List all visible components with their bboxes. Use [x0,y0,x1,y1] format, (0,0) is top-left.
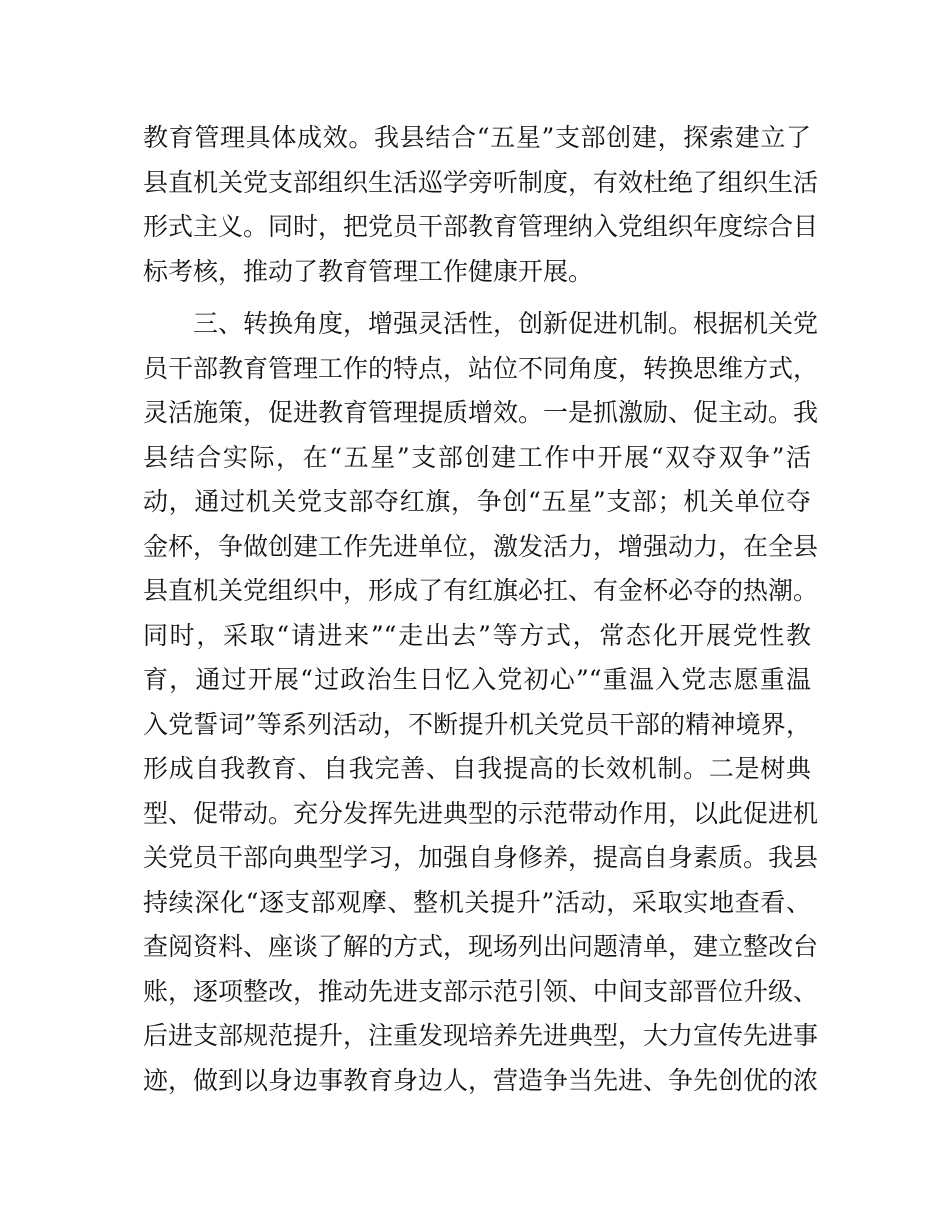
paragraph-2-line: 金杯，争做创建工作先进单位，激发活力，增强动力，在全县 [143,531,819,561]
paragraph-2-line: 持续深化“逐支部观摩、整机关提升”活动，采取实地查看、 [143,887,811,917]
paragraph-2-line: 育，通过开展“过政治生日忆入党初心”“重温入党志愿重温 [143,665,811,694]
paragraph-1-line: 县直机关党支部组织生活巡学旁听制度，有效杜绝了组织生活 [143,167,819,197]
paragraph-2-line: 查阅资料、座谈了解的方式，现场列出问题清单，建立整改台 [143,932,819,961]
paragraph-2-line: 灵活施策，促进教育管理提质增效。一是抓激励、促主动。我 [143,398,819,427]
paragraph-1-line: 标考核，推动了教育管理工作健康开展。 [143,256,594,286]
paragraph-2-line: 形成自我教育、自我完善、自我提高的长效机制。二是树典 [143,754,811,783]
paragraph-2-line: 后进支部规范提升，注重发现培养先进典型，大力宣传先进事 [143,1021,819,1050]
paragraph-2-line: 员干部教育管理工作的特点，站位不同角度，转换思维方式， [143,353,819,383]
paragraph-1-line: 形式主义。同时，把党员干部教育管理纳入党组织年度综合目 [143,212,819,241]
paragraph-2-line: 动，通过机关党支部夺红旗，争创“五星”支部；机关单位夺 [143,487,811,516]
paragraph-2-line: 迹，做到以身边事教育身边人，营造争当先进、争先创优的浓 [143,1065,819,1095]
paragraph-2-line: 县直机关党组织中，形成了有红旗必扛、有金杯必夺的热潮。 [143,576,819,605]
paragraph-2-line: 同时，采取“请进来”“走出去”等方式，常态化开展党性教 [143,620,811,650]
paragraph-2-line: 三、转换角度，增强灵活性，创新促进机制。根据机关党 [193,309,819,338]
paragraph-2-line: 型、促带动。充分发挥先进典型的示范带动作用，以此促进机 [143,798,819,828]
paragraph-2-line: 关党员干部向典型学习，加强自身修养，提高自身素质。我县 [143,843,819,872]
paragraph-2-line: 入党誓词”等系列活动，不断提升机关党员干部的精神境界， [143,709,811,739]
paragraph-2-line: 县结合实际，在“五星”支部创建工作中开展“双夺双争”活 [143,442,811,472]
paragraph-1-line: 教育管理具体成效。我县结合“五星”支部创建，探索建立了 [143,123,811,152]
paragraph-2 [143,302,819,1103]
paragraph-1 [143,116,819,294]
paragraph-2-line: 账，逐项整改，推动先进支部示范引领、中间支部晋位升级、 [143,976,819,1006]
